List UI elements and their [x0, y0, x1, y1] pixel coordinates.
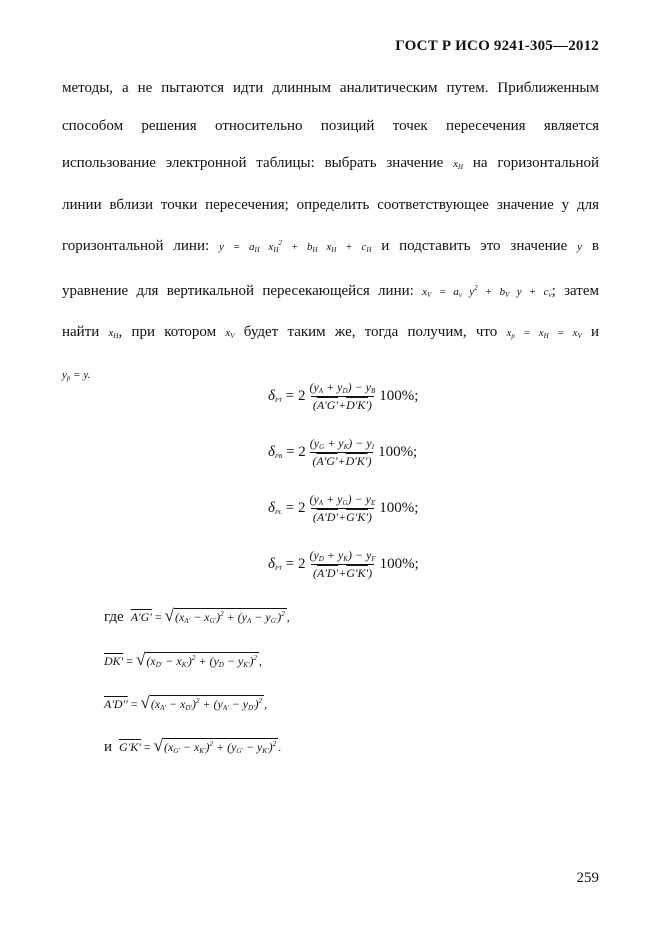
formula-2-numerator: $(y_G + y_K) - y_I$: [309, 436, 375, 451]
formula-3-denominator: (A'D'+G'K'): [312, 510, 372, 524]
line-3: [62, 145, 599, 187]
formula-2: $\delta_{PB}$ = 2 $\frac{(y_G + y_K) - y_I}{(A'G'+D'K')}$ 100%;: [268, 436, 418, 468]
line-7: [62, 314, 599, 356]
line-5: [62, 225, 599, 270]
delta-symbol: $\delta_{PT}$: [268, 556, 282, 572]
segment-dk: DK': [104, 654, 124, 668]
sqrt-expression-2: $√(x_{D'} - x_{K'})^2 + (y_D - y_{K'})^2$: [136, 650, 257, 669]
xp-equation: $x_p = x_H = x_V$: [506, 327, 582, 341]
line-4: линии вблизи точки пересечения; определить соответствующее значение y для: [62, 197, 599, 214]
delta-symbol: $\delta_{PB}$: [268, 444, 283, 460]
formula-1-tail: 100%;: [379, 388, 419, 404]
sqrt-expression-3: $√(x_{A'} - x_{D'})^2 + (y_{A'} - y_{D'})^2$: [140, 693, 263, 712]
line-7-d: и: [590, 324, 600, 341]
line-7-c: будет таким же, тогда получим, что: [243, 324, 498, 341]
formula-3: $\delta_{PL}$ = 2 $\frac{(y_A + y_G) - y_E}{(A'D'+G'K')}$ 100%;: [268, 492, 419, 524]
formula-1-denominator: (A'G'+D'K'): [312, 398, 372, 412]
sqrt-expression-1: $√(x_{A'} - x_{G'})^2 + (y_A - y_{G'})^2$: [164, 606, 285, 625]
formula-4-numerator: $(y_D + y_K) - y_F$: [309, 548, 376, 563]
vertical-equation: $x_V = a_v$ $y^2 + b_V$ $y + c_v$: [422, 283, 552, 299]
formula-4-denominator: (A'D'+G'K'): [313, 566, 373, 580]
line-7-b: , при котором: [118, 324, 217, 341]
page-header: ГОСТ Р ИСО 9241-305—2012: [395, 38, 599, 54]
line-1: методы, а не пытаются идти длинным аналитическим путем. Приближенным: [62, 80, 599, 96]
y-var: y: [577, 240, 583, 253]
x-h-var-2: $x_H$: [108, 327, 119, 341]
formula-1-numerator: $(y_A + y_D) - y_B$: [309, 380, 376, 395]
definition-4: и $G'K' = √(x_{G'} - x_{K'})^2 + (y_{G'} - y_{K'})^2$ .: [104, 736, 282, 755]
formula-4: $\delta_{PT}$ = 2 $\frac{(y_D + y_K) - y_F}{(A'D'+G'K')}$ 100%;: [268, 548, 419, 580]
segment-ad: A'D'': [104, 697, 128, 711]
x-h-var: $x_H$: [453, 158, 464, 172]
line-3-a: использование электронной таблицы: выбрать значение: [62, 155, 444, 172]
formula-4-tail: 100%;: [379, 556, 419, 572]
segment-ag: A'G': [130, 610, 152, 624]
body-paragraph: [62, 70, 599, 398]
line-5-c: в: [591, 237, 599, 254]
definition-1: где $A'G' = √(x_{A'} - x_{G'})^2 + (y_A - y_{G'})^2$ ,: [104, 606, 290, 625]
line-5-a: горизонтальной лини:: [62, 237, 210, 254]
formula-3-tail: 100%;: [379, 500, 419, 516]
formula-1: $\delta_{PT}$ = 2 $\frac{(y_A + y_D) - y_B}{(A'G'+D'K')}$ 100%;: [268, 380, 419, 412]
line-6-b: ; затем: [551, 282, 599, 299]
and-word: и: [104, 739, 113, 755]
horizontal-equation: $y = a_H$ $x_H^2 + b_H$ $x_H + c_H$: [219, 238, 372, 254]
line-6-a: уравнение для вертикальной пересекающейся лини:: [62, 282, 414, 299]
page-number: 259: [576, 870, 599, 886]
where-word: где: [104, 609, 124, 625]
line-5-b: и подставить это значение: [381, 237, 568, 254]
line-6: [62, 270, 599, 315]
line-2: способом решения относительно позиций точек пересечения является: [62, 117, 599, 134]
x-v-var: $x_V$: [225, 327, 235, 341]
line-3-b: на горизонтальной: [472, 155, 599, 172]
delta-symbol: $\delta_{PL}$: [268, 500, 282, 516]
sqrt-expression-4: $√(x_{G'} - x_{K'})^2 + (y_{G'} - y_{K'})^2$: [153, 736, 277, 755]
delta-symbol: $\delta_{PT}$: [268, 388, 282, 404]
formula-2-tail: 100%;: [378, 444, 418, 460]
line-7-a: найти: [62, 324, 100, 341]
formula-2-denominator: (A'G'+D'K'): [312, 454, 372, 468]
yp-equation: $y_p = y$.: [62, 368, 91, 382]
segment-gk: G'K': [119, 740, 141, 754]
definition-2: $DK' = √(x_{D'} - x_{K'})^2 + (y_D - y_{K'})^2$ ,: [104, 650, 262, 669]
definition-3: $A'D'' = √(x_{A'} - x_{D'})^2 + (y_{A'} - y_{D'})^2$ ,: [104, 693, 268, 712]
formula-3-numerator: $(y_A + y_G) - y_E$: [309, 492, 376, 507]
